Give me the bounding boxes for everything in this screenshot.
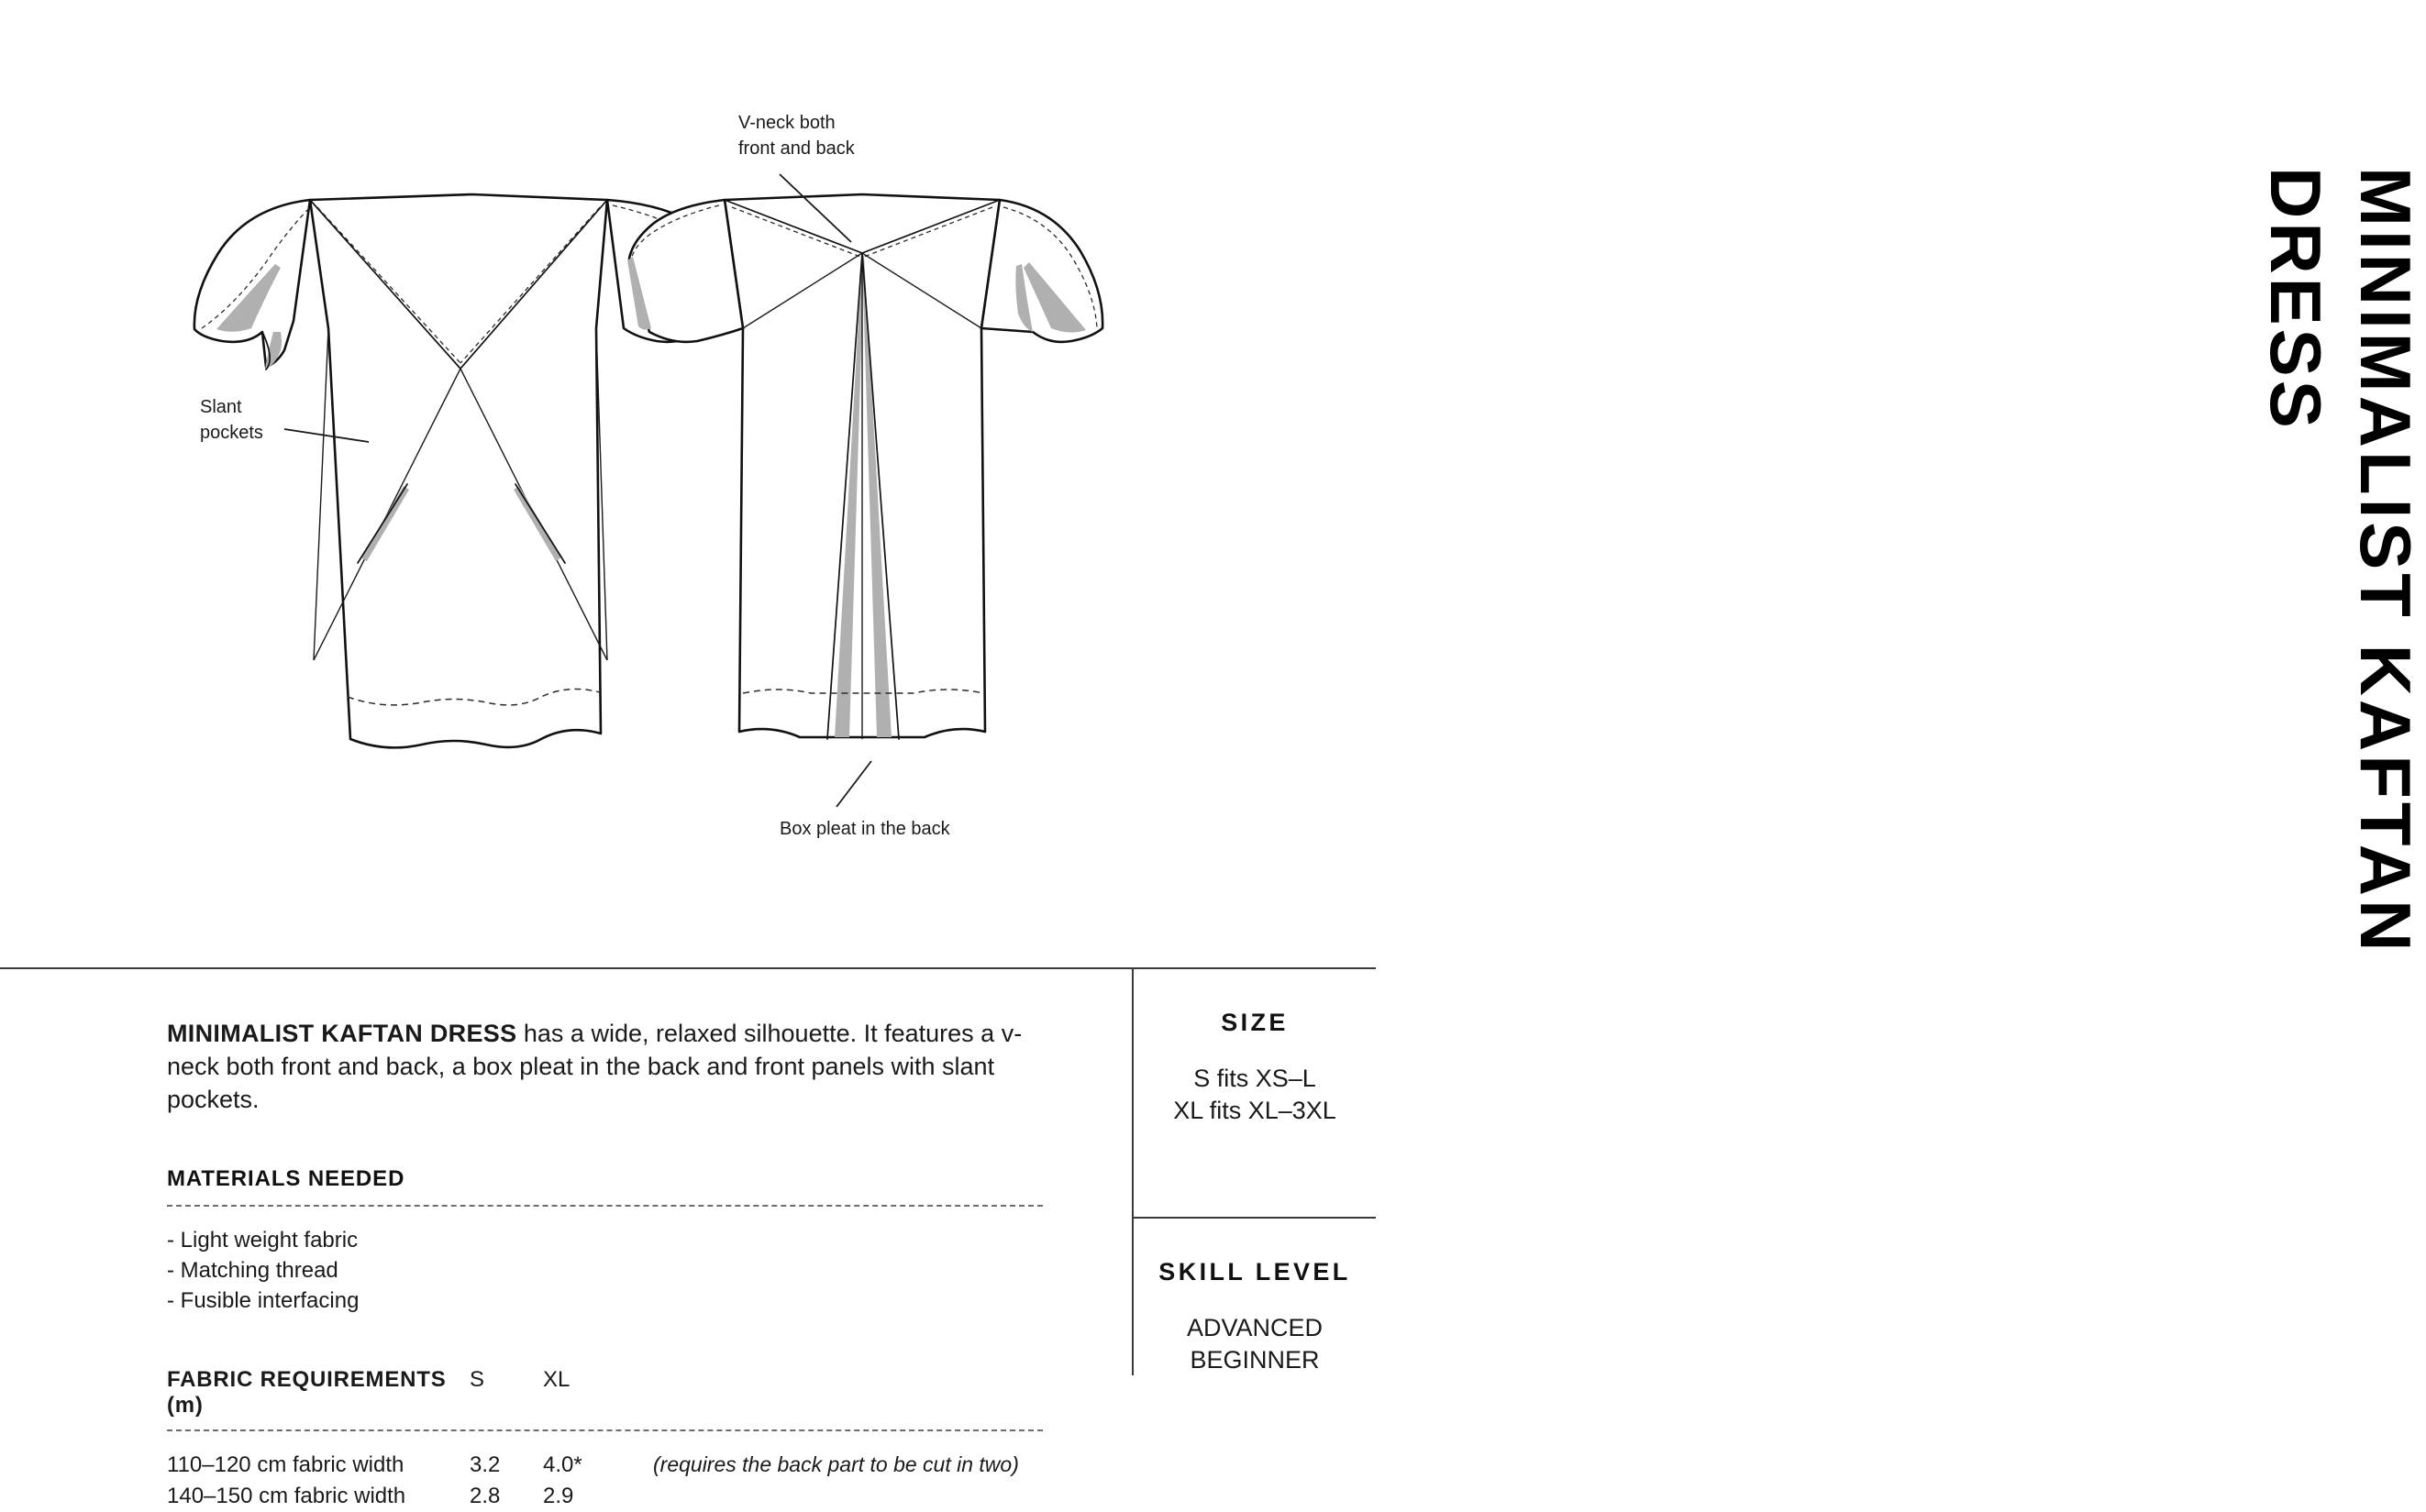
list-item: - Fusible interfacing: [167, 1287, 360, 1313]
fabric-width-label: 140–150 cm fabric width: [167, 1484, 406, 1509]
horizontal-divider: [0, 967, 1376, 969]
callout-vneck-line2: front and back: [738, 138, 855, 159]
size-panel: [1134, 1009, 1376, 1126]
front-body-outline: [310, 194, 607, 747]
vertical-title-block: [1137, 83, 2426, 955]
intro-lead: MINIMALIST KAFTAN DRESS: [167, 1020, 517, 1047]
table-row: [167, 1481, 1047, 1512]
materials-list: [167, 1225, 1047, 1316]
fabric-heading: [167, 1367, 470, 1418]
materials-section: [167, 1166, 1047, 1316]
right-panel-divider: [1132, 1217, 1376, 1219]
fabric-heading-text: FABRIC REQUIREMENTS: [167, 1367, 447, 1393]
fabric-value-xl: 4.0*: [543, 1452, 582, 1478]
skill-line-2: BEGINNER: [1190, 1345, 1320, 1374]
callout-pleat-text: Box pleat in the back: [780, 819, 950, 839]
front-left-side-seam: [314, 328, 328, 660]
list-item: - Light weight fabric: [167, 1227, 359, 1253]
materials-heading: MATERIALS NEEDED: [167, 1165, 405, 1191]
fabric-table-header: [167, 1367, 1047, 1418]
title-line-2: DRESS: [2255, 167, 2336, 432]
fabric-dashed-rule: [167, 1429, 1043, 1431]
size-line-1: S fits XS–L: [1193, 1065, 1316, 1092]
size-heading: SIZE: [1221, 1009, 1289, 1036]
callout-vneck-line1: V-neck both: [738, 113, 836, 133]
title-line-1: MINIMALIST KAFTAN: [2345, 167, 2426, 955]
callout-pockets-line1: Slant: [200, 397, 242, 417]
materials-dashed-rule: [167, 1205, 1043, 1207]
front-left-sleeve: [194, 200, 310, 367]
skill-line-1: ADVANCED: [1186, 1314, 1324, 1341]
column-header-xl: XL: [543, 1367, 570, 1393]
fabric-value-s: 2.8: [470, 1484, 501, 1509]
back-view-flat: [627, 194, 1102, 739]
skill-level-panel: [1134, 1258, 1376, 1375]
intro-body: has a wide, relaxed silhouette. It features a v-neck both front and back, a box pleat in the back and front panels with slant pockets.: [167, 1020, 1023, 1113]
back-right-sleeve: [981, 200, 1102, 342]
fabric-value-s: 3.2: [470, 1452, 501, 1478]
garment-technical-flats: [138, 92, 1055, 880]
callout-boxpleat: [780, 761, 951, 839]
fabric-requirements-section: [167, 1367, 1047, 1512]
callout-pleat-leader: [836, 761, 871, 807]
list-item: - Matching thread: [167, 1257, 338, 1283]
fabric-unit: (m): [167, 1393, 204, 1418]
intro-paragraph: [167, 1018, 1047, 1117]
column-header-s: S: [470, 1367, 485, 1393]
skill-heading: SKILL LEVEL: [1158, 1258, 1351, 1286]
table-row: [167, 1450, 1047, 1481]
size-line-2: XL fits XL–3XL: [1173, 1096, 1336, 1124]
callout-pockets-line2: pockets: [200, 423, 263, 443]
fabric-width-label: 110–120 cm fabric width: [167, 1452, 404, 1478]
fabric-value-xl: 2.9: [543, 1484, 574, 1509]
fabric-note: (requires the back part to be cut in two): [653, 1452, 1019, 1477]
description-column: [167, 1018, 1047, 1512]
